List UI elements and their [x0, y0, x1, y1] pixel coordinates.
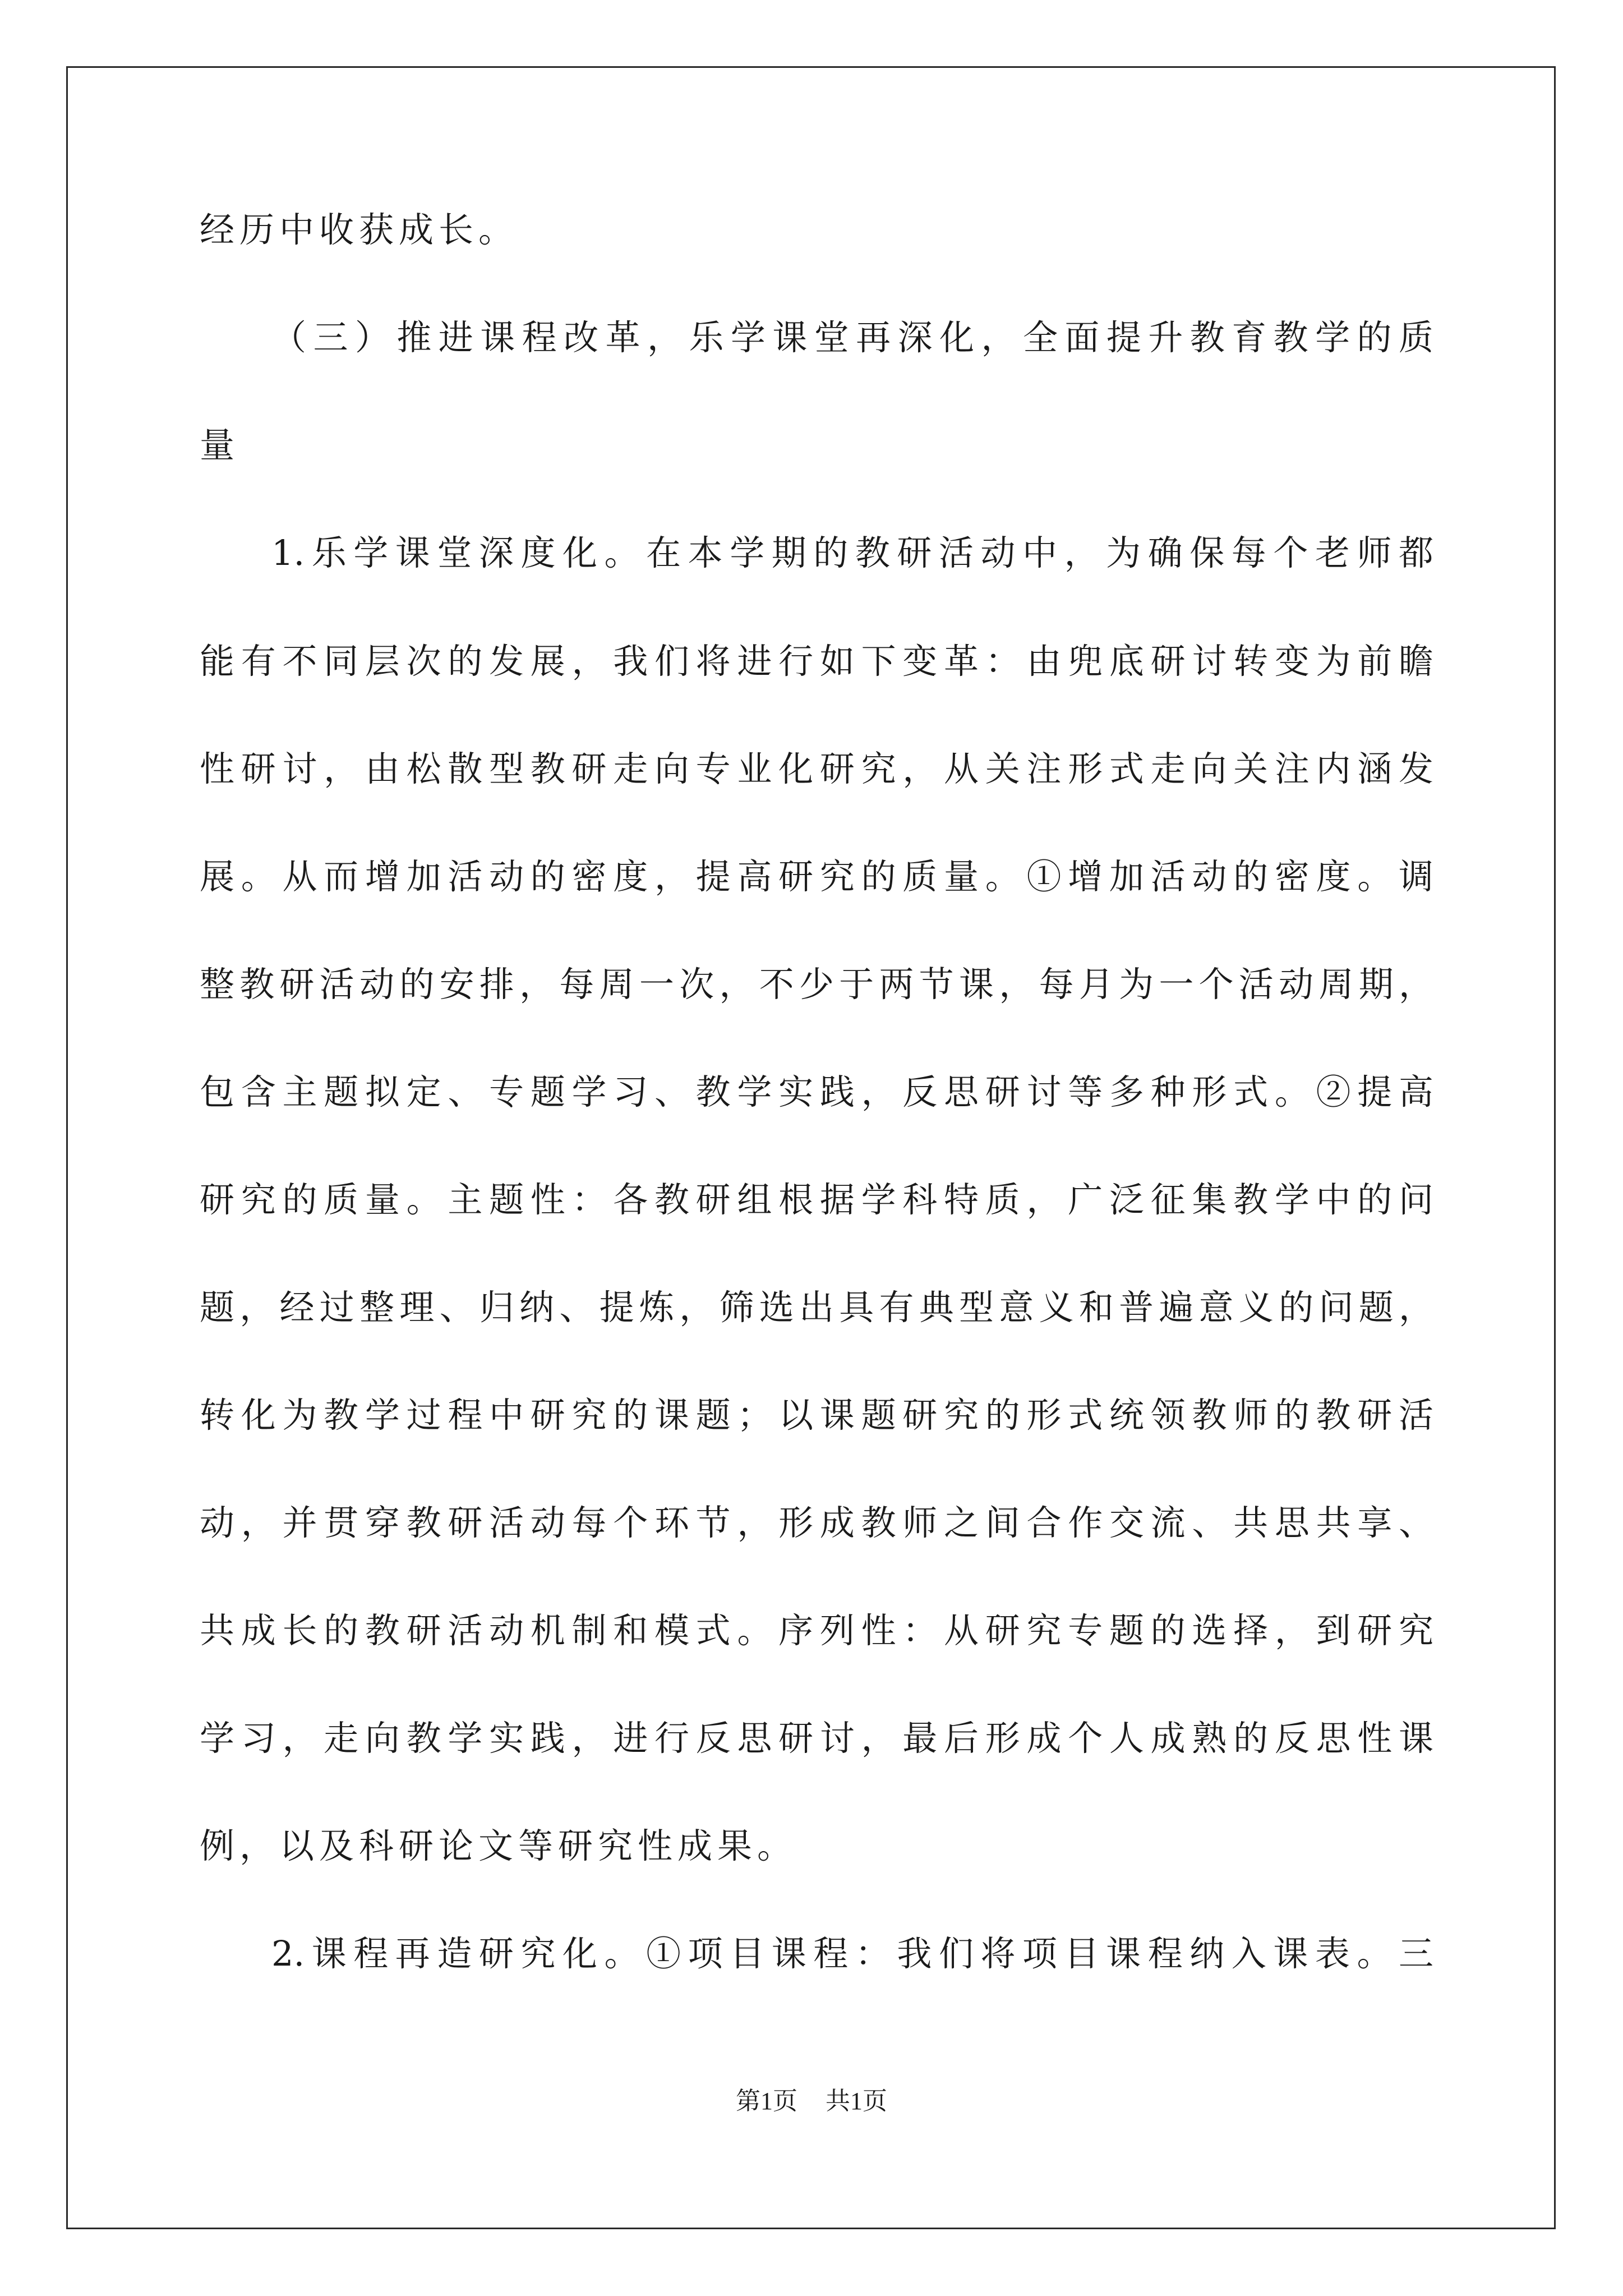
- paragraph-line: 学习，走向教学实践，进行反思研讨，最后形成个人成熟的反思性课: [200, 1718, 1433, 1759]
- paragraph-line: 研究的质量。主题性：各教研组根据学科特质，广泛征集教学中的问: [200, 1179, 1433, 1220]
- paragraph-line: 1.乐学课堂深度化。在本学期的教研活动中，为确保每个老师都: [271, 532, 1433, 573]
- paragraph-line: 共成长的教研活动机制和模式。序列性：从研究专题的选择，到研究: [200, 1610, 1433, 1651]
- paragraph-line: 展。从而增加活动的密度，提高研究的质量。①增加活动的密度。调: [200, 856, 1433, 897]
- section-heading-continued: 量: [200, 425, 240, 466]
- paragraph-line: 包含主题拟定、专题学习、教学实践，反思研讨等多种形式。②提高: [200, 1071, 1433, 1112]
- paragraph-line: 转化为教学过程中研究的课题；以课题研究的形式统领教师的教研活: [200, 1395, 1433, 1435]
- paragraph-line: 例，以及科研论文等研究性成果。: [200, 1825, 797, 1866]
- page-border: [66, 66, 1556, 2229]
- section-heading: （三）推进课程改革，乐学课堂再深化，全面提升教育教学的质: [271, 317, 1433, 358]
- page-number: 第1页: [736, 2087, 797, 2115]
- text-line: 经历中收获成长。: [200, 209, 519, 250]
- page-total: 共1页: [826, 2087, 887, 2115]
- paragraph-line: 题，经过整理、归纳、提炼，筛选出具有典型意义和普遍意义的问题，: [200, 1287, 1433, 1328]
- paragraph-line: 动，并贯穿教研活动每个环节，形成教师之间合作交流、共思共享、: [200, 1502, 1433, 1543]
- page-footer: [0, 2086, 1623, 2117]
- paragraph-line: 2.课程再造研究化。①项目课程：我们将项目课程纳入课表。三: [271, 1933, 1433, 1974]
- paragraph-line: 整教研活动的安排，每周一次，不少于两节课，每月为一个活动周期，: [200, 964, 1433, 1005]
- paragraph-line: 性研讨，由松散型教研走向专业化研究，从关注形式走向关注内涵发: [200, 748, 1433, 789]
- paragraph-line: 能有不同层次的发展，我们将进行如下变革：由兜底研讨转变为前瞻: [200, 641, 1433, 682]
